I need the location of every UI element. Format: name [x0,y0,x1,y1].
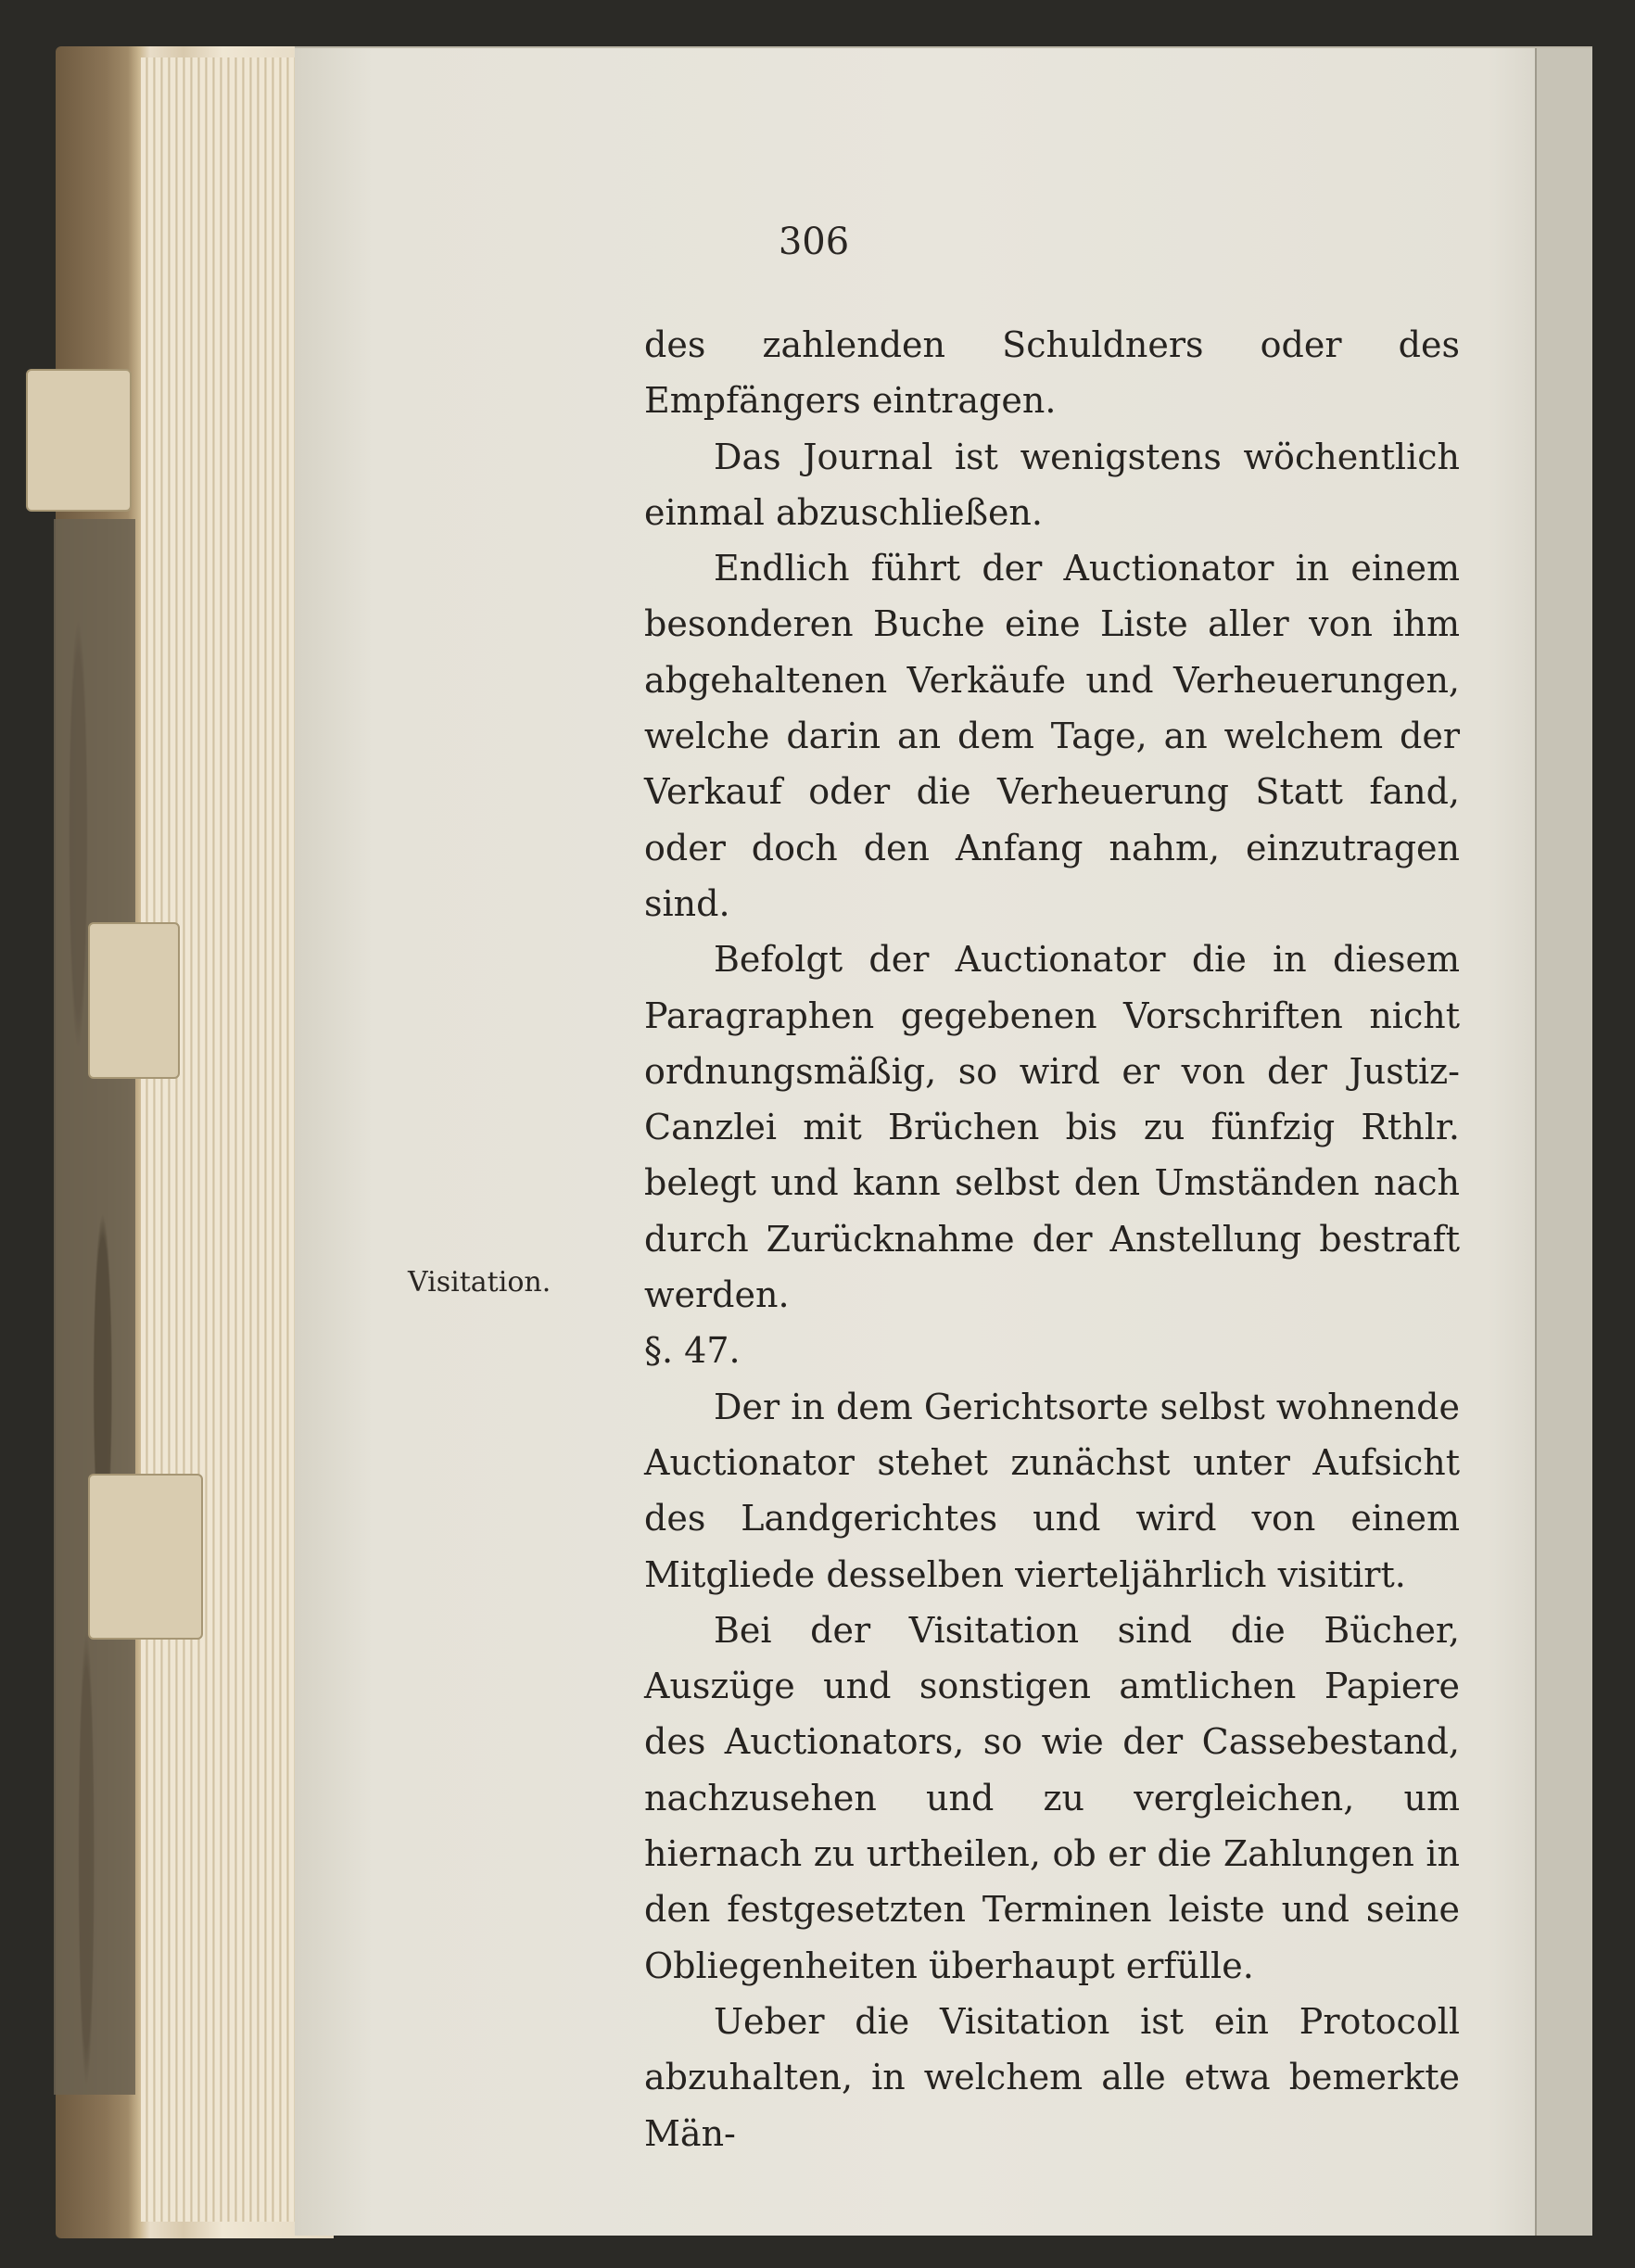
paragraph: des zahlenden Schuldners oder des Empfängers eintragen. [644,324,1460,422]
paragraph: Das Journal ist wenigstens wöchentlich einmal abzuschließen. [644,436,1460,533]
paragraph: Der in dem Gerichtsorte selbst wohnende Auctionator stehet zunächst unter Aufsicht des Landgerichtes und wird von einem Mitgliede desselben vierteljährlich visitirt. [644,1386,1460,1595]
paragraph: Endlich führt der Auctionator in einem besonderen Buche eine Liste aller von ihm abgehaltenen Verkäufe und Verheuerungen, welche darin an dem Tage, an welchem der Verkauf oder die Verheuerung Statt fand, oder doch den Anfang nahm, einzutragen sind. [644,548,1460,924]
bookmark-tab [26,369,132,512]
facing-page-edge [1535,48,1592,2236]
section-heading: §. 47. [644,1330,741,1372]
paragraph: Befolgt der Auctionator die in diesem Paragraphen gegebenen Vorschriften nicht ordnungsmäßig, so wird er von der Justiz-Canzlei mit Brüchen bis zu fünfzig Rthlr. belegt und kann selbst den Umständen nach durch Zurücknahme der Anstellung bestraft werden. [644,939,1460,1316]
page-number: 306 [778,221,850,263]
bookmark-tab [88,922,180,1079]
bookmark-tab [88,1474,203,1640]
paragraph: Ueber die Visitation ist ein Protocoll abzuhalten, in welchem alle etwa bemerkte Män- [644,2000,1460,2154]
margin-note: Visitation. [408,1266,551,1299]
paragraph: Bei der Visitation sind die Bücher, Auszüge und sonstigen amtlichen Papiere des Auctionators, so wie der Cassebestand, nachzusehen und zu vergleichen, um hiernach zu urtheilen, ob er die Zahlungen in den festgesetzten Terminen leiste und seine Obliegenheiten überhaupt erfülle. [644,1609,1460,1986]
body-text [644,317,1460,2161]
marbled-cover [54,519,135,2095]
